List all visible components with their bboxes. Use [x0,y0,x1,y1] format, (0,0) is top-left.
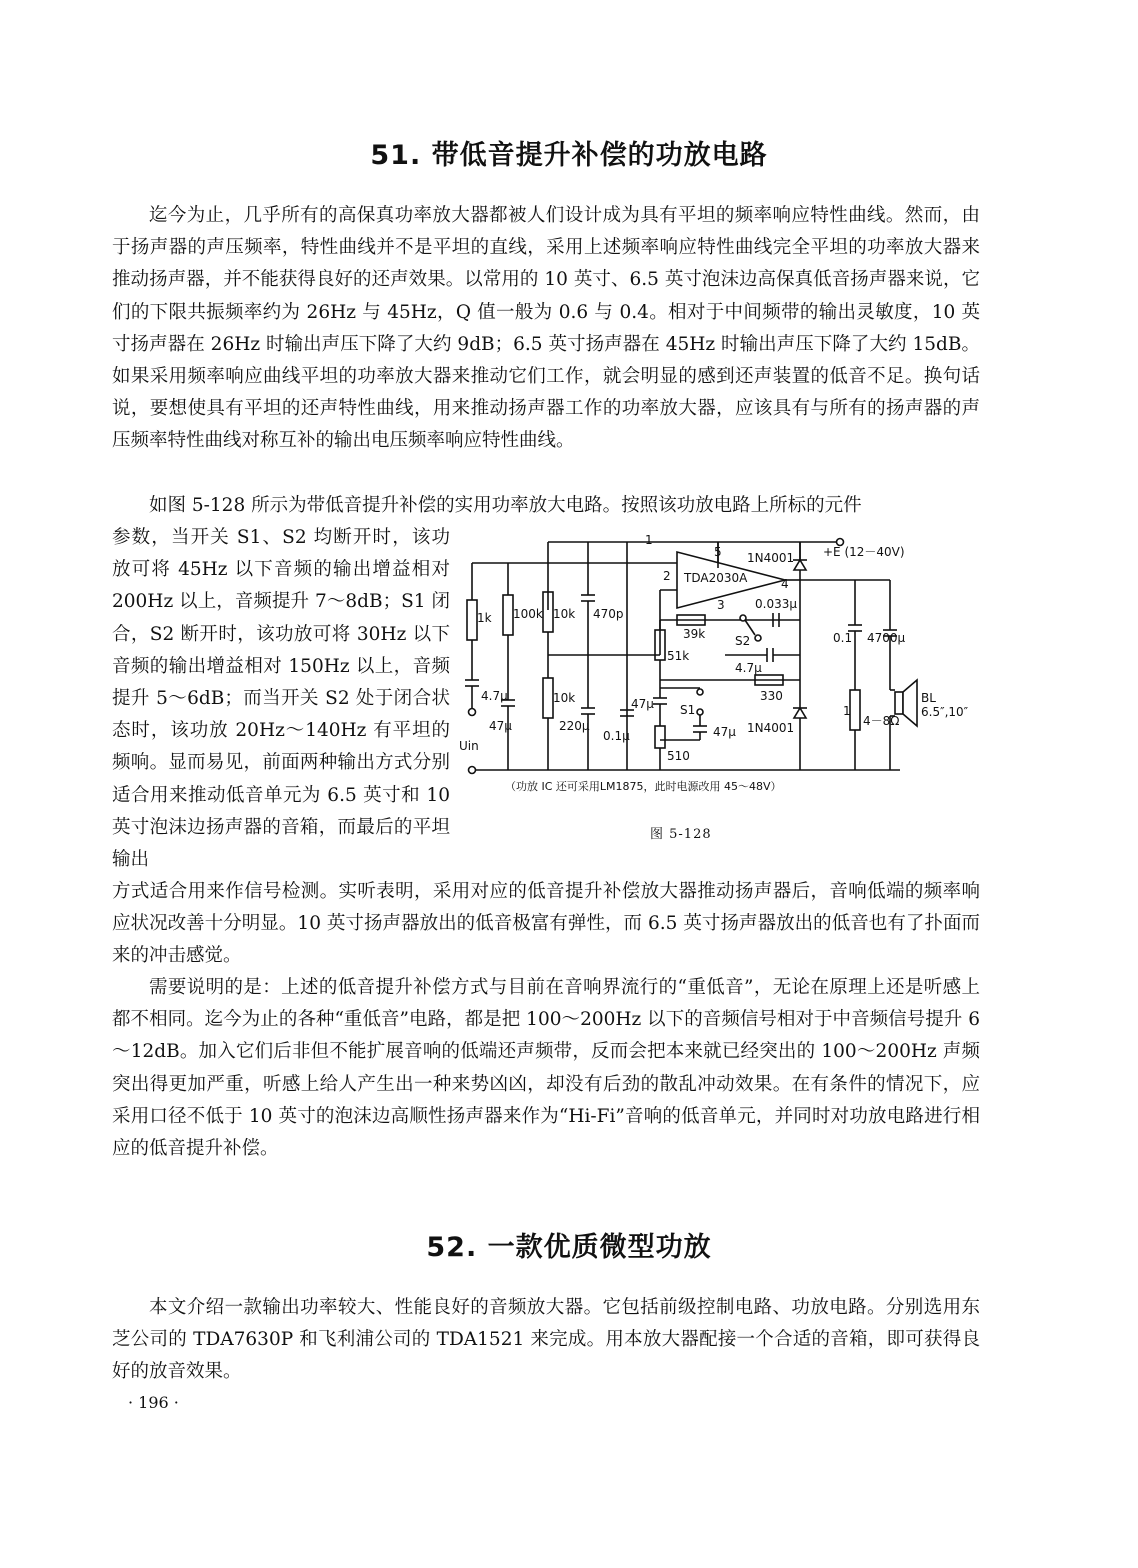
page-number: · 196 · [128,1393,179,1412]
label-r-1: 1 [843,704,851,718]
section-52-paragraph-1: 本文介绍一款输出功率较大、性能良好的音频放大器。它包括前级控制电路、功放电路。分别选用东芝公司的 TDA7630P 和飞利浦公司的 TDA1521 来完成。用本放大器配接一个合适的音箱，即可获得良好的放音效果。 [112,1297,980,1383]
label-speaker-size: 6.5″,10″ [921,705,969,719]
resistor-1ohm [850,690,860,730]
section-51-paragraph-3: 需要说明的是：上述的低音提升补偿方式与目前在音响界流行的“重低音”，无论在原理上还是听感上都不相同。迄今为止的各种“重低音”电路，都是把 100～200Hz 以下的音频信号相对于中音频信号提升 6～12dB。加入它们后非但不能扩展音响的低端还声频带，反而会把本来就已经突出的 100～200Hz 声频突出得更加严重，听感上给人产生出一种来势凶凶，却没有后劲的散乱冲动效果。在有条件的情况下，应采用口径不低于 10 英寸的泡沫边高顺性扬声器来作为“Hi-Fi”音响的低音单元，并同时对功放电路进行相应的低音提升补偿。 [112,977,980,1160]
section-52-title: 52. 一款优质微型功放 [426,1232,712,1263]
label-r-51k: 51k [667,649,690,663]
label-uin: Uin [459,739,479,753]
label-c-47u-b: 47μ [631,697,654,711]
label-speaker: BL [921,691,936,705]
figure-caption: 图 5-128 [650,827,712,842]
label-c-220u: 220μ [559,719,590,733]
label-s2: S2 [735,634,751,648]
label-pin5: 5 [714,545,722,559]
circuit-figure [455,530,969,840]
section-51-paragraph-2-line-1: 如图 5-128 所示为带低音提升补偿的实用功率放大电路。按照该功放电路上所标的元件 [149,495,862,516]
label-c-4-7u: 4.7μ [735,661,762,675]
label-s1: S1 [680,703,696,717]
label-r-39k: 39k [683,627,706,641]
label-r-1k: 1k [477,611,492,625]
label-pin1: 1 [645,533,653,547]
resistor-10k-bottom [543,678,553,718]
input-terminal [469,709,476,716]
label-r-330: 330 [760,689,783,703]
label-c-47u-d: 47μ [489,719,512,733]
figure-note: （功放 IC 还可采用LM1875，此时电源改用 45～48V） [505,780,782,793]
label-c-input: 4.7μ [481,689,508,703]
label-spk-imp: 4－8Ω [863,714,900,728]
label-c-47u-c: 47μ [713,725,736,739]
section-51-paragraph-2-side-text: 参数，当开关 S1、S2 均断开时，该功放可将 45Hz 以下音频的输出增益相对 200Hz 以上，音频提升 7～8dB；S1 闭合，S2 断开时，该功放可将 30Hz 以下音频的输出增益相对 150Hz 以上，音频提升 5～6dB；而当开关 S2 处于闭合状态时，该功放 20Hz～140Hz 有平坦的频响。显而易见，前面两种输出方式分别适合用来推动低音单元为 6.5 英寸和 10 英寸泡沫边扬声器的音箱，而最后的平坦输出 [112,527,450,871]
label-pin3: 3 [717,598,725,612]
label-r-100k: 100k [513,607,543,621]
label-ic: TDA2030A [684,571,748,585]
label-diode-top: 1N4001 [747,551,795,565]
label-pin4: 4 [781,577,789,591]
ground-terminal [469,767,476,774]
label-r-10k-b: 10k [553,691,576,705]
label-c-4700u: 4700μ [867,631,906,645]
speaker-cone [903,680,917,726]
label-supply: +E (12－40V) [823,545,905,559]
speaker-coil [895,692,903,714]
diode-1n4001-top [794,560,806,570]
label-c-470p: 470p [593,607,624,621]
section-51-title: 51. 带低音提升补偿的功放电路 [370,140,768,171]
section-51-paragraph-2-continued: 方式适合用来作信号检测。实听表明，采用对应的低音提升补偿放大器推动扬声器后，音响低端的频率响应状况改善十分明显。10 英寸扬声器放出的低音极富有弹性，而 6.5 英寸扬声器放出的低音也有了扑面而来的冲击感觉。 [112,881,980,967]
resistor-100k [503,595,513,635]
diode-1n4001-bottom [794,708,806,718]
label-c-033: 0.033μ [755,597,797,611]
resistor-1k [467,600,477,640]
resistor-510 [655,726,665,748]
section-51-paragraph-1: 迄今为止，几乎所有的高保真功率放大器都被人们设计成为具有平坦的频率响应特性曲线。然而，由于扬声器的声压频率，特性曲线并不是平坦的直线，采用上述频率响应特性曲线完全平坦的功率放大器来推动扬声器，并不能获得良好的还声效果。以常用的 10 英寸、6.5 英寸泡沫边高保真低音扬声器来说，它们的下限共振频率约为 26Hz 与 45Hz，Q 值一般为 0.6 与 0.4。相对于中间频带的输出灵敏度，10 英寸扬声器在 26Hz 时输出声压下降了大约 9dB；6.5 英寸扬声器在 45Hz 时输出声压下降了大约 15dB。如果采用频率响应曲线平坦的功率放大器来推动它们工作，就会明显的感到还声装置的低音不足。换句话说，要想使具有平坦的还声特性曲线，用来推动扬声器工作的功率放大器，应该具有与所有的扬声器的声压频率特性曲线对称互补的输出电压频率响应特性曲线。 [112,205,980,452]
label-r-510: 510 [667,749,690,763]
label-diode-bottom: 1N4001 [747,721,795,735]
label-pin2: 2 [663,569,671,583]
label-r-10k-a: 10k [553,607,576,621]
label-c-0-1u: 0.1μ [603,729,630,743]
label-c-0-1: 0.1 [833,631,853,645]
circuit-schematic [455,530,969,830]
